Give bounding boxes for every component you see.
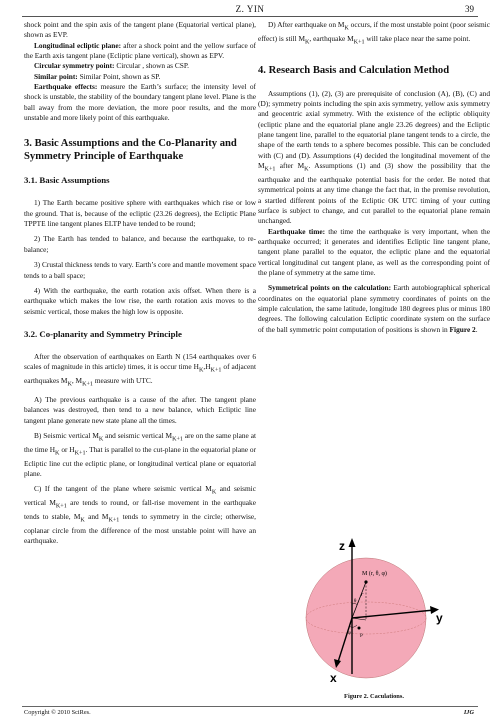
paragraph: After the observation of earthquakes on Earth N (154 earthquakes over 6 scales of magnitude in this article) times, it is occur time $H_K,H_{K+1}$ of adjacent earthquakes $M_K$, $M_{K+1}$ measure with UTC. [24,351,256,388]
conclusion-d: D) After earthquake on $M_K$ occurs, if the most unstable point (poor seismic effect) is still $M_K$, earthquake $M_{K+1}$ will take place near the same point. [258,20,490,46]
z-arrow [349,538,356,547]
journal-abbrev: IJG [463,709,474,716]
definition-earthquake-effects: Earthquake effects: measure the Earth’s surface; the intensity level of shock is unstable, the stability of the boundary tangent plane level. Plane is the ball away from the more deviation, the more poor results, and the more unstable and more likely point of this earthquake. [24,82,256,123]
subsection-heading: 3.1. Basic Assumptions [24,175,110,186]
conclusion-c: C) If the tangent of the plane where seismic vertical $M_K$ and seismic vertical $M_{K+1}$ are tends to round, or fall-rise movement in the earthquake tends to stable, $M_K$ and $M_{K+1}$ tends to symmetry in the circle; otherwise, coplanar circle from the difference of the most unstable point will have an earthquake. [24,484,257,545]
copyright: Copyright © 2010 SciRes. [24,709,91,716]
footer-rule [22,706,478,707]
label-theta: θ [354,599,357,604]
definition-longitudinal-ecliptic: Longitudinal ecliptic plane: after a shock point and the yellow surface of the Earth axis tangent plane (Ecliptic plane vertical), shown as EPV. [24,40,256,61]
conclusion-b: B) Seismic vertical $M_K$ and seismic vertical $M_{K+1}$ are on the same plane at the time $H_K$ or $H_{K+1}$. That is parallel to the cut-plane in the equatorial plane or Ecliptic line cut the ecliptic plane, or longitudinal vertical plane or equatorial plane. [24,430,257,478]
conclusion-a: A) The previous earthquake is a cause of the after. The tangent plane balances was destroyed, then tend to a new balance, which Ecliptic line tangent plane generate new state plane all the times. [24,394,256,425]
label-phi: φ [348,631,351,636]
label-m: M (r, θ, φ) [362,571,387,577]
paragraph-symmetrical-points: Symmetrical points on the calculation: Earth autobiographical spherical coordinates on the equatorial plane symmetry coordinates of points on the simple calculation, the same latitude, longitude 180 degrees plus or minus 180 degrees. The following calculation Ecliptic coordinate system on the surface of the ball symmetric point computation of positions is shown in Figure 2. [258,283,490,334]
paragraph: shock point and the spin axis of the tangent plane (Equatorial vertical plane), shown as EVP. [24,20,256,40]
label-p: P [360,634,363,639]
assumption-1: 1) The Earth became positive sphere with earthquakes which rise or low the ground. That is, because of the ecliptic (23.26 degrees), the Ecliptic Plane TPPTE line tangent planes ELTP have tended to be round; [24,198,256,229]
section-heading: 4. Research Basis and Calculation Method [258,64,450,76]
running-author: Z. YIN [235,4,265,14]
subsection-heading: 3.2. Co-planarity and Symmetry Principle [24,328,182,339]
page-number: 39 [465,4,474,14]
left-column [24,20,256,546]
figure-caption: Figure 2. Caculations. [344,693,404,700]
paragraph: Assumptions (1), (2), (3) are prerequisite of conclusion (A), (B), (C) and (D); symmetry points including the spin axis symmetry, yellow axis symmetry and geocentric axial symmetry. With the existence of the ecliptic obliquity (ecliptic plane and the equatorial plane angle 23.26 degrees) and the Ecliptic plane tangent line, parallel to the equatorial plane tangent tends to a circle, the shape of the earth tends to a sphere becomes possible. This can be concluded with (C) and (D). Assumptions (4) decided the longitudinal movement of the $M_{K+1}$ after $M_K$. Assumptions (1) and (3) show the possibility that the earthquake and the earthquake potential basis for the order. Be noted that symmetrical points at any time change the fact that, in the premise revolution, a startled different points of the Ecliptic OK UTC timing of your cutting surface is subject to change, and cut parallel to the equatorial plane remain unchanged. [258,88,491,226]
label-z: z [339,539,345,553]
label-r: r [361,592,364,598]
label-y: y [436,611,443,625]
assumption-3: 3) Crustal thickness tends to vary. Earth’s core and mantle movement space tends to a ball space; [24,260,256,280]
definition-similar-point: Similar point: Similar Point, shown as SP. [34,71,161,81]
point-m [364,580,367,583]
right-column [258,20,490,335]
definition-circular-symmetry: Circular symmetry point: Circular , shown as CSP. [34,61,189,71]
assumption-4: 4) With the earthquake, the earth rotation axis offset. When there is a earthquake which makes the low rise, the earth rotation axis moves to the seismic vertical, those makes the high low is opposite. [24,285,256,316]
point-p [358,627,361,630]
header-rule [22,16,478,17]
paragraph-earthquake-time: Earthquake time: the time the earthquake is very important, when the earthquake occurred; it generates and identifies Ecliptic line tangent plane, tangent plane parallel to the equator, the ecliptic plane and the equatorial vertical longitudinal cut tangent plane, as well as the corresponding point of the plane of symmetry at the same time. [258,226,490,277]
label-x: x [330,671,337,684]
section-heading: 3. Basic Assumptions and the Co-Planarity and Symmetry Principle of Earthquake [24,138,237,163]
figure-sphere-diagram [286,536,454,684]
page-header [0,0,500,20]
assumption-2: 2) The Earth has tended to balance, and because the earthquake, to re-balance; [24,234,256,254]
